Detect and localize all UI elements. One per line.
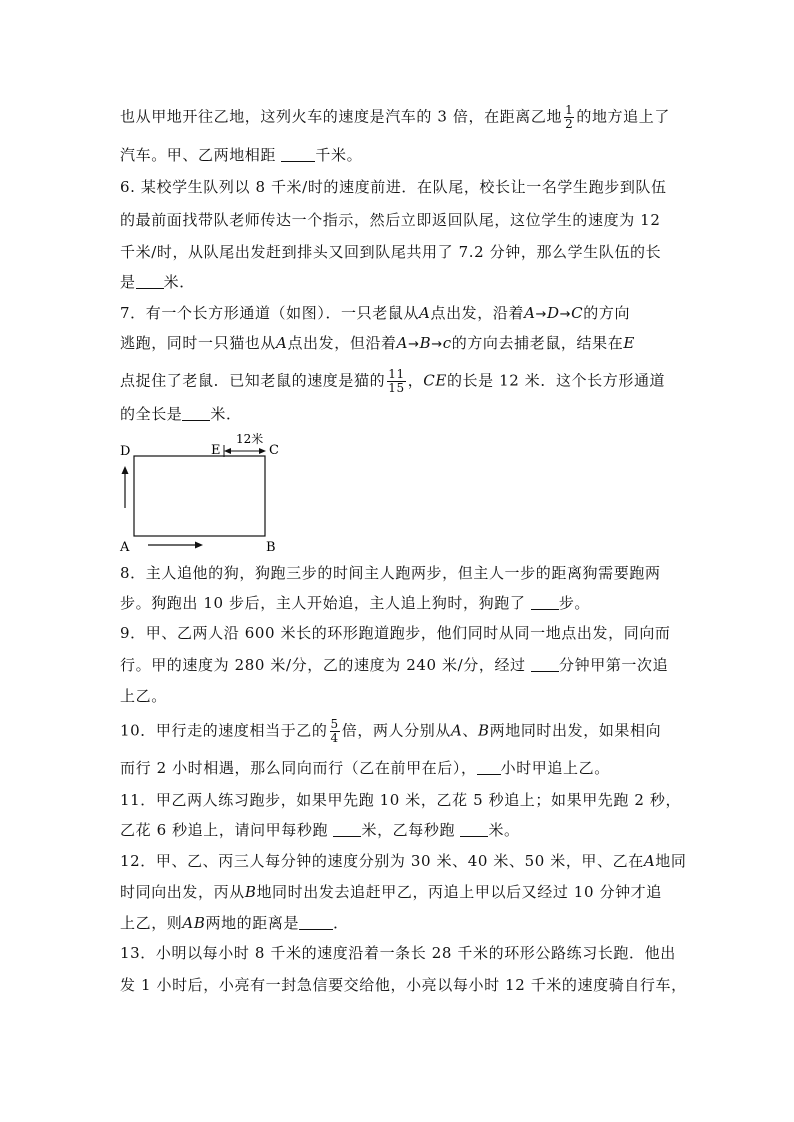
dimension-label: 12米 bbox=[236, 432, 264, 446]
q9-line-2: 行。甲的速度为 280 米/分，乙的速度为 240 米/分，经过 分钟甲第一次追 bbox=[120, 656, 669, 674]
label-a: A bbox=[120, 540, 130, 555]
dimension-arrow-right bbox=[259, 448, 266, 454]
q12-line-1: 12．甲、乙、丙三人每分钟的速度分别为 30 米、40 米、50 米，甲、乙在A地同 bbox=[120, 852, 687, 870]
right-arrow-head bbox=[195, 542, 203, 549]
q10-line-2: 而行 2 小时相遇，那么同向而行（乙在前甲在后）， 小时甲追上乙。 bbox=[120, 759, 610, 777]
q11-line-1: 11．甲乙两人练习跑步，如果甲先跑 10 米，乙花 5 秒追上；如果甲先跑 2 秒， bbox=[120, 791, 682, 809]
answer-blank[interactable] bbox=[182, 405, 210, 421]
q10-line-1: 10．甲行走的速度相当于乙的 $\frac{5}{4}$ 倍，两人分别从A、B两地同时出发，如果相向 bbox=[120, 717, 662, 745]
label-c: C bbox=[269, 443, 279, 458]
label-d: D bbox=[120, 444, 131, 459]
q13-line-2: 发 1 小时后，小亮有一封急信要交给他，小亮以每小时 12 千米的速度骑自行车， bbox=[120, 976, 687, 994]
right-arrow-icon: → bbox=[431, 337, 443, 352]
q7-line-1: 7．有一个长方形通道（如图）．一只老鼠从A点出发，沿着A→D→C的方向 bbox=[120, 304, 631, 322]
passage-rectangle bbox=[134, 456, 265, 536]
q6-line-1: 6. 某校学生队列以 8 千米/时的速度前进．在队尾，校长让一名学生跑步到队伍 bbox=[120, 178, 667, 196]
q6-line-2: 的最前面找带队老师传达一个指示，然后立即返回队尾，这位学生的速度为 12 bbox=[120, 211, 661, 229]
answer-blank[interactable] bbox=[460, 821, 488, 837]
label-b: B bbox=[266, 540, 276, 555]
q9-line-3: 上乙。 bbox=[120, 687, 167, 705]
q12-line-3: 上乙，则AB两地的距离是 ． bbox=[120, 914, 349, 932]
q7-line-2: 逃跑，同时一只猫也从A点出发，但沿着A→B→c的方向去捕老鼠，结果在E bbox=[120, 334, 635, 352]
q8-line-1: 8．主人追他的狗，狗跑三步的时间主人跑两步，但主人一步的距离狗需要跑两 bbox=[120, 564, 661, 582]
answer-blank[interactable] bbox=[531, 594, 559, 610]
q11-line-2: 乙花 6 秒追上，请问甲每秒跑 米，乙每秒跑 米。 bbox=[120, 821, 520, 839]
q6-line-4: 是 米． bbox=[120, 273, 195, 291]
answer-blank[interactable] bbox=[299, 914, 333, 930]
rectangle-passage-figure bbox=[0, 428, 794, 558]
answer-blank[interactable] bbox=[477, 759, 501, 775]
q7-line-3: 点捉住了老鼠．已知老鼠的速度是猫的 $\frac{11}{15}$ ，CE的长是 12 米．这个长方形通道 bbox=[120, 367, 666, 395]
label-e: E bbox=[211, 443, 221, 458]
q12-line-2: 时同向出发，丙从B地同时出发去追赶甲乙，丙追上甲以后又经过 10 分钟才追 bbox=[120, 883, 662, 901]
answer-blank[interactable] bbox=[531, 656, 559, 672]
dimension-arrow-left bbox=[224, 448, 231, 454]
q8-line-2: 步。狗跑出 10 步后，主人开始追，主人追上狗时，狗跑了 步。 bbox=[120, 594, 591, 612]
answer-blank[interactable] bbox=[333, 821, 361, 837]
q5-line-2: 汽车。甲、乙两地相距 千米。 bbox=[120, 146, 363, 164]
fraction-eleven-fifteenths: $\frac{11}{15}$ bbox=[388, 367, 405, 395]
right-arrow-icon: → bbox=[535, 307, 548, 322]
fraction-five-fourths: $\frac{5}{4}$ bbox=[330, 717, 339, 745]
q9-line-1: 9．甲、乙两人沿 600 米长的环形跑道跑步，他们同时从同一地点出发，同向而 bbox=[120, 624, 671, 642]
right-arrow-icon: → bbox=[408, 337, 420, 352]
right-arrow-icon: → bbox=[559, 307, 572, 322]
fraction-one-half: $\frac{1}{2}$ bbox=[565, 103, 574, 131]
q5-line-1: 也从甲地开往乙地，这列火车的速度是汽车的 3 倍，在距离乙地 $\frac{1}{2}$ 的地方追上了 bbox=[120, 103, 670, 131]
q13-line-1: 13．小明以每小时 8 千米的速度沿着一条长 28 千米的环形公路练习长跑．他出 bbox=[120, 944, 676, 962]
up-arrow-head bbox=[122, 466, 129, 474]
q6-line-3: 千米/时，从队尾出发赶到排头又回到队尾共用了 7.2 分钟，那么学生队伍的长 bbox=[120, 243, 662, 261]
answer-blank[interactable] bbox=[136, 273, 164, 289]
q7-line-4: 的全长是 米． bbox=[120, 405, 242, 423]
answer-blank[interactable] bbox=[281, 146, 315, 162]
